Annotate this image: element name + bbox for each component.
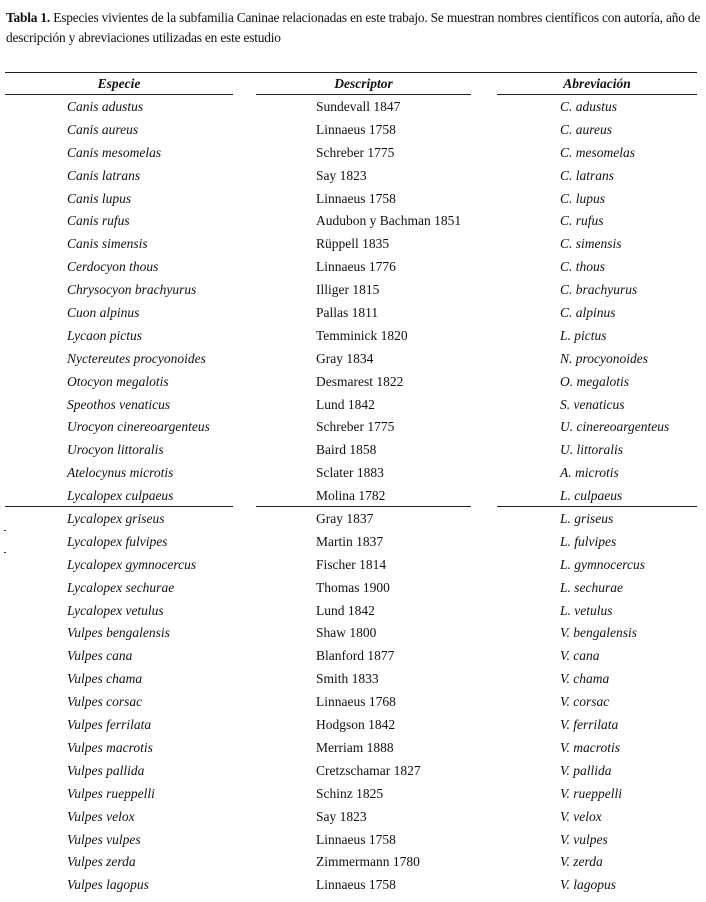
descriptor-cell: Zimmermann 1780 (316, 854, 420, 870)
table-top-rule (5, 72, 697, 73)
header-rule-especie (5, 94, 233, 95)
abbreviation-cell: V. pallida (560, 762, 612, 778)
descriptor-cell: Schinz 1825 (316, 785, 384, 801)
descriptor-cell: Linnaeus 1758 (316, 121, 396, 137)
abbreviation-cell: C. simensis (560, 236, 622, 252)
abbreviation-cell: V. corsac (560, 694, 610, 710)
species-cell: Lycalopex griseus (67, 511, 165, 527)
abbreviation-cell: C. alpinus (560, 305, 616, 321)
species-cell: Lycalopex gymnocercus (67, 556, 197, 572)
table-row (0, 233, 706, 256)
species-cell: Vulpes corsac (67, 694, 143, 710)
table-row (0, 622, 706, 645)
descriptor-cell: Smith 1833 (316, 671, 379, 687)
abbreviation-cell: V. vulpes (560, 831, 608, 847)
species-cell: Otocyon megalotis (67, 373, 169, 389)
descriptor-cell: Linnaeus 1758 (316, 831, 396, 847)
species-cell: Vulpes bengalensis (67, 625, 170, 641)
species-cell: Vulpes vulpes (67, 831, 141, 847)
descriptor-cell: Molina 1782 (316, 488, 386, 504)
descriptor-cell: Rüppell 1835 (316, 236, 390, 252)
table-row (0, 325, 706, 348)
abbreviation-cell: L. pictus (560, 327, 607, 343)
header-descriptor: Descriptor (334, 76, 393, 91)
header-especie: Especie (97, 76, 141, 91)
abbreviation-cell: V. rueppelli (560, 785, 622, 801)
abbreviation-cell: C. latrans (560, 167, 615, 183)
species-cell: Canis lupus (67, 190, 132, 206)
descriptor-cell: Cretzschamar 1827 (316, 762, 421, 778)
header-abreviacion: Abreviación (563, 76, 631, 91)
species-cell: Lycalopex culpaeus (67, 488, 174, 504)
descriptor-cell: Temminick 1820 (316, 327, 408, 343)
table-row (0, 165, 706, 188)
descriptor-cell: Illiger 1815 (316, 282, 380, 298)
caption-text: Especies vivientes de la subfamilia Caninae relacionadas en este trabajo. Se muestran nombres científicos con autoría, año de descripción y abreviaciones utilizadas en este estudio (6, 10, 701, 45)
table-row (0, 874, 706, 897)
species-cell: Vulpes chama (67, 671, 143, 687)
table-row (0, 645, 706, 668)
table-row (0, 691, 706, 714)
species-cell: Lycaon pictus (67, 327, 142, 343)
abbreviation-cell: L. fulvipes (560, 533, 617, 549)
species-cell: Speothos venaticus (67, 396, 171, 412)
table-row (0, 210, 706, 233)
abbreviation-cell: V. chama (560, 671, 610, 687)
table-row (0, 531, 706, 554)
descriptor-cell: Merriam 1888 (316, 739, 394, 755)
table-row (0, 371, 706, 394)
species-cell: Lycalopex fulvipes (67, 533, 168, 549)
species-cell: Canis adustus (67, 99, 144, 114)
abbreviation-cell: L. culpaeus (560, 488, 623, 504)
descriptor-cell: Linnaeus 1776 (316, 259, 396, 275)
table-row (0, 577, 706, 600)
descriptor-cell: Schreber 1775 (316, 419, 395, 435)
descriptor-cell: Sundevall 1847 (316, 99, 401, 114)
species-cell: Canis latrans (67, 167, 141, 183)
abbreviation-cell: L. sechurae (560, 579, 623, 595)
abbreviation-cell: U. cinereoargenteus (560, 419, 670, 435)
species-cell: Urocyon cinereoargenteus (67, 419, 210, 435)
species-cell: Cerdocyon thous (67, 259, 159, 275)
table-row (0, 279, 706, 302)
descriptor-cell: Shaw 1800 (316, 625, 377, 641)
table-row (0, 302, 706, 325)
abbreviation-cell: L. gymnocercus (560, 556, 645, 572)
abbreviation-cell: V. velox (560, 808, 602, 824)
descriptor-cell: Baird 1858 (316, 442, 377, 458)
table-row (0, 508, 706, 531)
table-body (0, 96, 706, 897)
abbreviation-cell: V. ferrilata (560, 717, 619, 733)
table-row (0, 119, 706, 142)
descriptor-cell: Linnaeus 1758 (316, 877, 396, 893)
table-row (0, 668, 706, 691)
abbreviation-cell: C. rufus (560, 213, 604, 229)
descriptor-cell: Fischer 1814 (316, 556, 387, 572)
descriptor-cell: Linnaeus 1758 (316, 190, 396, 206)
descriptor-cell: Hodgson 1842 (316, 717, 396, 733)
species-cell: Lycalopex sechurae (67, 579, 175, 595)
table-row (0, 394, 706, 417)
caption-label: Tabla 1. (6, 10, 51, 25)
descriptor-cell: Say 1823 (316, 167, 367, 183)
abbreviation-cell: C. brachyurus (560, 282, 638, 298)
descriptor-cell: Blanford 1877 (316, 648, 395, 664)
table-row (0, 806, 706, 829)
species-cell: Lycalopex vetulus (67, 602, 164, 618)
species-cell: Vulpes macrotis (67, 739, 153, 755)
descriptor-cell: Audubon y Bachman 1851 (316, 213, 462, 229)
abbreviation-cell: O. megalotis (560, 373, 629, 389)
abbreviation-cell: A. microtis (560, 465, 619, 481)
abbreviation-cell: C. lupus (560, 190, 606, 206)
header-rule-descriptor (256, 94, 471, 95)
table-row (0, 416, 706, 439)
abbreviation-cell: N. procyonoides (560, 350, 648, 366)
abbreviation-cell: C. aureus (560, 121, 613, 137)
table-row (0, 600, 706, 623)
abbreviation-cell: V. bengalensis (560, 625, 637, 641)
abbreviation-cell: V. lagopus (560, 877, 617, 893)
table-row (0, 554, 706, 577)
table-row (0, 829, 706, 852)
species-cell: Canis simensis (67, 236, 148, 252)
table-row (0, 462, 706, 485)
species-cell: Cuon alpinus (67, 305, 140, 321)
descriptor-cell: Thomas 1900 (316, 579, 390, 595)
descriptor-cell: Martin 1837 (316, 533, 384, 549)
table-row (0, 783, 706, 806)
abbreviation-cell: V. cana (560, 648, 600, 664)
descriptor-cell: Pallas 1811 (316, 305, 379, 321)
descriptor-cell: Sclater 1883 (316, 465, 384, 481)
descriptor-cell: Lund 1842 (316, 396, 375, 412)
species-cell: Canis rufus (67, 213, 130, 229)
abbreviation-cell: C. mesomelas (560, 144, 635, 160)
header-rule-abreviacion (497, 94, 697, 95)
abbreviation-cell: L. griseus (560, 511, 614, 527)
table-caption (6, 8, 706, 48)
abbreviation-cell: V. zerda (560, 854, 603, 870)
species-cell: Vulpes lagopus (67, 877, 149, 893)
abbreviation-cell: V. macrotis (560, 739, 621, 755)
table-row (0, 439, 706, 462)
table-row (0, 96, 706, 119)
descriptor-cell: Linnaeus 1768 (316, 694, 396, 710)
species-cell: Nyctereutes procyonoides (67, 350, 206, 366)
descriptor-cell: Say 1823 (316, 808, 367, 824)
abbreviation-cell: L. vetulus (560, 602, 613, 618)
species-cell: Chrysocyon brachyurus (67, 282, 197, 298)
table-row (0, 256, 706, 279)
table-row (0, 714, 706, 737)
table-row (0, 760, 706, 783)
species-cell: Vulpes zerda (67, 854, 136, 870)
descriptor-cell: Gray 1837 (316, 511, 374, 527)
species-cell: Vulpes pallida (67, 762, 145, 778)
table-row (0, 142, 706, 165)
species-cell: Vulpes rueppelli (67, 785, 155, 801)
abbreviation-cell: U. littoralis (560, 442, 624, 458)
abbreviation-cell: S. venaticus (560, 396, 625, 412)
descriptor-cell: Gray 1834 (316, 350, 374, 366)
abbreviation-cell: C. adustus (560, 99, 618, 114)
species-cell: Atelocynus microtis (67, 465, 174, 481)
descriptor-cell: Lund 1842 (316, 602, 375, 618)
species-cell: Vulpes velox (67, 808, 135, 824)
species-cell: Canis aureus (67, 121, 139, 137)
descriptor-cell: Desmarest 1822 (316, 373, 404, 389)
table-row (0, 348, 706, 371)
table-row (0, 737, 706, 760)
table-row (0, 188, 706, 211)
abbreviation-cell: C. thous (560, 259, 606, 275)
species-cell: Vulpes cana (67, 648, 133, 664)
table-row (0, 851, 706, 874)
species-cell: Urocyon littoralis (67, 442, 164, 458)
species-cell: Vulpes ferrilata (67, 717, 152, 733)
table-row (0, 485, 706, 508)
descriptor-cell: Schreber 1775 (316, 144, 395, 160)
species-cell: Canis mesomelas (67, 144, 162, 160)
